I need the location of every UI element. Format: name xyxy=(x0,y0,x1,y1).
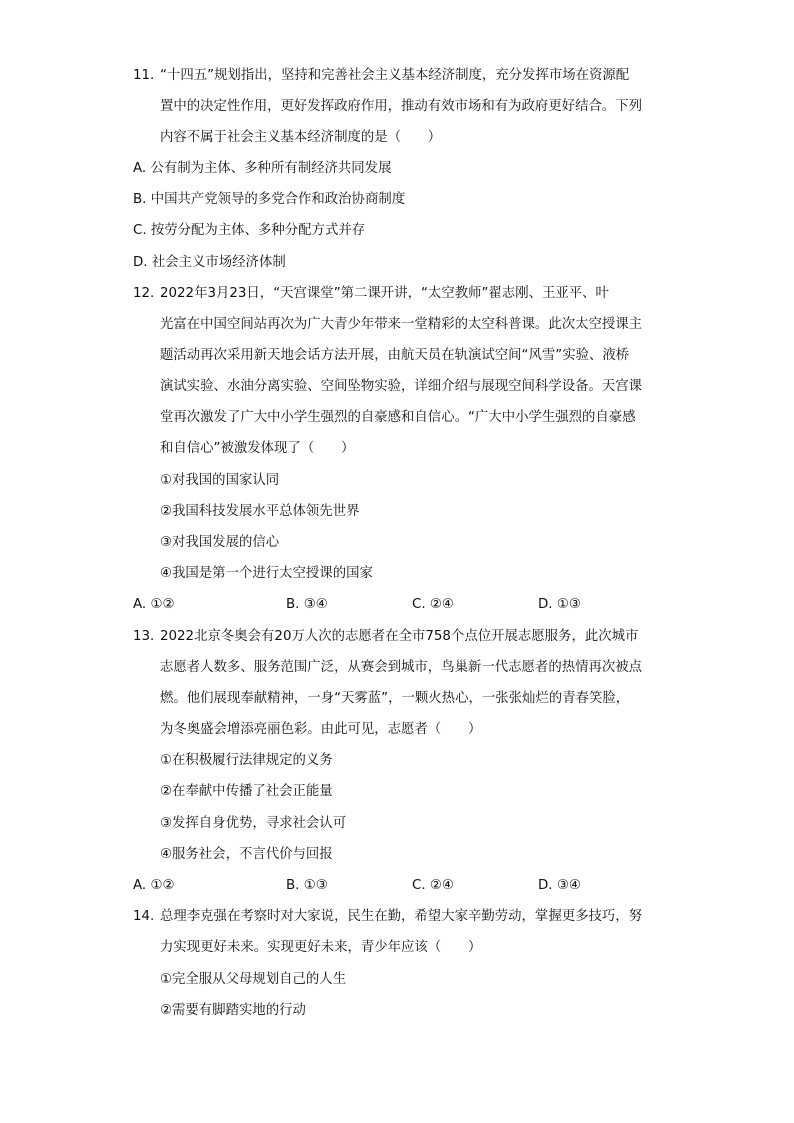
question-stem-line: 志愿者人数多、服务范围广泛，从赛会到城市，鸟巢新一代志愿者的热情再次被点 xyxy=(160,660,643,675)
option-b: B. 中国共产党领导的多党合作和政治协商制度 xyxy=(133,192,406,207)
question-stem-line: 和自信心”被激发体现了（ ） xyxy=(160,441,355,456)
statement-1: ①在积极履行法律规定的义务 xyxy=(160,753,333,768)
statement-2: ②需要有脚踏实地的行动 xyxy=(160,1003,306,1018)
option-b: B. ①③ xyxy=(286,878,328,893)
option-d: D. ①③ xyxy=(538,597,581,612)
question-stem-line: 为冬奥盛会增添亮丽色彩。由此可见，志愿者（ ） xyxy=(160,722,482,737)
question-stem-line: 2022年3月23日，“天宫课堂”第二课开讲，“太空教师”翟志刚、王亚平、叶 xyxy=(160,286,609,301)
question-number: 12. xyxy=(133,286,155,301)
statement-4: ④服务社会，不言代价与回报 xyxy=(160,847,333,862)
option-a: A. ①② xyxy=(133,597,175,612)
question-stem-line: 燃。他们展现奉献精神，一身“天雾蓝”，一颗火热心，一张张灿烂的青春笑脸， xyxy=(160,691,630,706)
question-number: 11. xyxy=(133,68,155,83)
option-c: C. 按劳分配为主体、多种分配方式并存 xyxy=(133,223,366,238)
question-stem-line: 演试实验、水油分离实验、空间坠物实验，详细介绍与展现空间科学设备。天宫课 xyxy=(160,379,643,394)
question-number: 13. xyxy=(133,629,155,644)
question-stem-line: 力实现更好未来。实现更好未来，青少年应该（ ） xyxy=(160,940,482,955)
option-b: B. ③④ xyxy=(286,597,328,612)
option-d: D. 社会主义市场经济体制 xyxy=(133,255,286,270)
option-d: D. ③④ xyxy=(538,878,581,893)
option-c: C. ②④ xyxy=(412,878,454,893)
question-number: 14. xyxy=(133,909,155,924)
option-a: A. ①② xyxy=(133,878,175,893)
option-a: A. 公有制为主体、多种所有制经济共同发展 xyxy=(133,161,392,176)
statement-3: ③发挥自身优势，寻求社会认可 xyxy=(160,816,347,831)
statement-1: ①对我国的国家认同 xyxy=(160,473,280,488)
question-stem-line: 2022北京冬奥会有20万人次的志愿者在全市758个点位开展志愿服务，此次城市 xyxy=(160,629,639,644)
question-stem-line: “十四五”规划指出，坚持和完善社会主义基本经济制度，充分发挥市场在资源配 xyxy=(160,68,630,83)
question-stem-line: 堂再次激发了广大中小学生强烈的自豪感和自信心。“广大中小学生强烈的自豪感 xyxy=(160,410,636,425)
question-stem-line: 总理李克强在考察时对大家说，民生在勤，希望大家辛勤劳动，掌握更多技巧，努 xyxy=(160,909,643,924)
statement-4: ④我国是第一个进行太空授课的国家 xyxy=(160,566,373,581)
question-stem-line: 内容不属于社会主义基本经济制度的是（ ） xyxy=(160,130,442,145)
statement-2: ②我国科技发展水平总体领先世界 xyxy=(160,504,360,519)
statement-1: ①完全服从父母规划自己的人生 xyxy=(160,972,347,987)
question-stem-line: 置中的决定性作用，更好发挥政府作用，推动有效市场和有为政府更好结合。下列 xyxy=(160,99,643,114)
question-stem-line: 光富在中国空间站再次为广大青少年带来一堂精彩的太空科普课。此次太空授课主 xyxy=(160,317,643,332)
option-c: C. ②④ xyxy=(412,597,454,612)
statement-3: ③对我国发展的信心 xyxy=(160,535,280,550)
question-stem-line: 题活动再次采用新天地会话方法开展，由航天员在轨演试空间“风雪”实验、液桥 xyxy=(160,348,630,363)
statement-2: ②在奉献中传播了社会正能量 xyxy=(160,784,333,799)
